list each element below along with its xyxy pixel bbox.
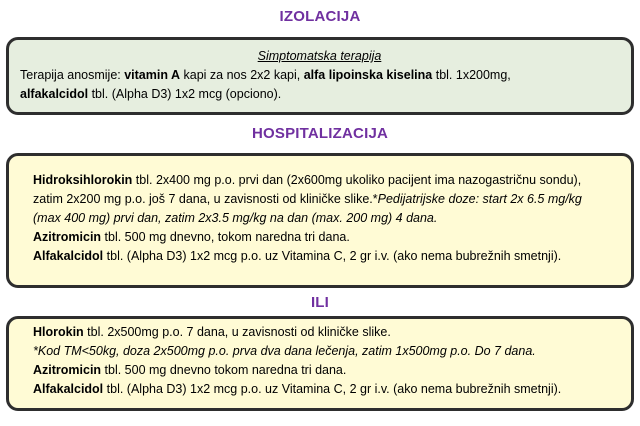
- hosp-line-2: [33, 190, 619, 209]
- drug-name: Hidroksihlorokin: [33, 173, 133, 187]
- text: tbl. 2x500mg p.o. 7 dana, u zavisnosti od kliničke slike.: [83, 325, 391, 339]
- hosp-line-1: [33, 171, 619, 190]
- izolacija-line-1: [20, 66, 619, 85]
- drug-name: alfakalcidol: [20, 87, 89, 101]
- drug-name: Azitromicin: [33, 363, 102, 377]
- text: tbl. (Alpha D3) 1x2 mcg p.o. uz Vitamina C, 2 gr i.v. (ako nema bubrežnih smetnji).: [103, 249, 562, 263]
- text: tbl. 500 mg dnevno, tokom naredna tri dana.: [101, 230, 350, 244]
- drug-name: vitamin A: [124, 68, 181, 82]
- text: Terapija anosmije:: [20, 68, 125, 82]
- ili-line-1: [33, 323, 619, 342]
- izolacija-heading: IZOLACIJA: [279, 8, 361, 25]
- drug-name: alfa lipoinska kiselina: [303, 68, 433, 82]
- text: zatim 2x200 mg p.o. još 7 dana, u zavisnosti od kliničke slike.*: [33, 192, 378, 206]
- text: tbl. (Alpha D3) 1x2 mcg (opciono).: [88, 87, 282, 101]
- izolacija-line-2: [20, 85, 619, 104]
- text: tbl. 500 mg dnevno tokom naredna tri dana.: [101, 363, 347, 377]
- hosp-line-5: [33, 247, 619, 266]
- ili-line-4: [33, 380, 619, 399]
- text: tbl. 1x200mg,: [432, 68, 511, 82]
- hosp-line-3: (max 400 mg) prvi dan, zatim 2x3.5 mg/kg na dan (max. 200 mg) 4 dana.: [33, 211, 438, 225]
- pediatric-dose-text: Pedijatrijske doze: start 2x 6.5 mg/kg: [377, 192, 582, 206]
- izolacija-subtitle: Simptomatska terapija: [257, 49, 382, 63]
- drug-name: Hlorokin: [33, 325, 84, 339]
- ili-line-2: *Kod TM<50kg, doza 2x500mg p.o. prva dva dana lečenja, zatim 1x500mg p.o. Do 7 dana.: [33, 344, 536, 358]
- text: kapi za nos 2x2 kapi,: [180, 68, 304, 82]
- ili-line-3: [33, 361, 619, 380]
- hospitalizacija-box: [6, 153, 634, 288]
- drug-name: Alfakalcidol: [33, 249, 104, 263]
- hospitalizacija-heading: HOSPITALIZACIJA: [251, 125, 389, 142]
- text: tbl. 2x400 mg p.o. prvi dan (2x600mg ukoliko pacijent ima nazogastričnu sondu),: [132, 173, 582, 187]
- ili-heading: ILI: [310, 294, 330, 311]
- ili-box: [6, 316, 634, 411]
- hosp-line-4: [33, 228, 619, 247]
- izolacija-box: [6, 37, 634, 115]
- drug-name: Alfakalcidol: [33, 382, 104, 396]
- drug-name: Azitromicin: [33, 230, 102, 244]
- text: tbl. (Alpha D3) 1x2 mcg p.o. uz Vitamina C, 2 gr i.v. (ako nema bubrežnih smetnji).: [103, 382, 562, 396]
